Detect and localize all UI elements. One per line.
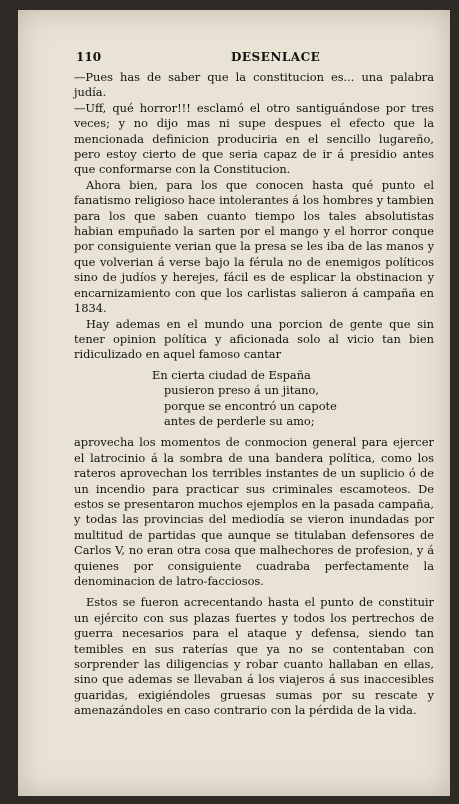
verse-line: antes de perderle su amo; [164,413,315,428]
book-page [18,10,450,796]
verse-line: pusieron preso á un jitano, [164,383,319,398]
page-number: 110 [76,50,102,64]
paragraph-dialogue-1: —Pues has de saber que la constitucion es... una palabra judía. [74,70,434,100]
paragraph-intro-quote: Hay ademas en el mundo una porcion de gente que sin tener opinion política y aficionada solo al vicio tan bien ridiculizado en aquel famoso cantar [74,316,434,362]
verse-line: porque se encontró un capote [164,398,337,413]
paragraph-army: Estos se fueron acrecentando hasta el punto de constituir un ejército con sus plazas fuertes y todos los pertrechos de guerra necesarios para el ataque y defensa, siendo tan temibles en sus raterías que ya no se contentaban con sorprender las diligencias y robar cuanto hallaban en ellas, sino que ademas se llevaban á los viajeros á sus inaccesibles guaridas, exigiéndoles gruesas sumas por su rescate y amenazándoles en caso contrario con la pérdida de la vida. [74,595,434,718]
verse-line: En cierta ciudad de España [152,367,311,382]
body-text [74,70,434,719]
page-header [76,50,450,68]
verse-block [152,368,434,430]
paragraph-latrocinio: aprovecha los momentos de conmocion general para ejercer el latrocinio á la sombra de una bandera política, como los rateros aprovechan los terribles instantes de un suplicio ó de un incendio para practicar sus criminales escamoteos. De estos se presentaron muchos ejemplos en la pasada campaña, y todas las provincias del mediodía se vieron inundadas por multitud de partidas que aunque se titulaban defensores de Carlos V, no eran otra cosa que malhechores de profesion, y á quienes por consiguiente cuadraba perfectamente la denominacion de latro-facciosos. [74,435,434,588]
paragraph-fanatism: Ahora bien, para los que conocen hasta qué punto el fanatismo religioso hace intolerantes á los hombres y tambien para los que saben cuanto tiempo los tales absolutistas habian empuñado la sarten por el mango y el horror conque por consiguiente verian que la presa se les iba de las manos y que volverian á verse bajo la férula no de enemigos políticos sino de judíos y herejes, fácil es de esplicar la obstinacion y encarnizamiento con que los carlistas salieron á campaña en 1834. [74,177,434,316]
running-title: DESENLACE [231,50,321,64]
paragraph-dialogue-2: —Uff, qué horror!!! esclamó el otro santiguándose por tres veces; y no dijo mas ni supe despues el efecto que la mencionada definicion produciria en el sencillo lugareño, pero estoy cierto de que seria capaz de ir á presidio antes que conformarse con la Constitucion. [74,100,434,177]
